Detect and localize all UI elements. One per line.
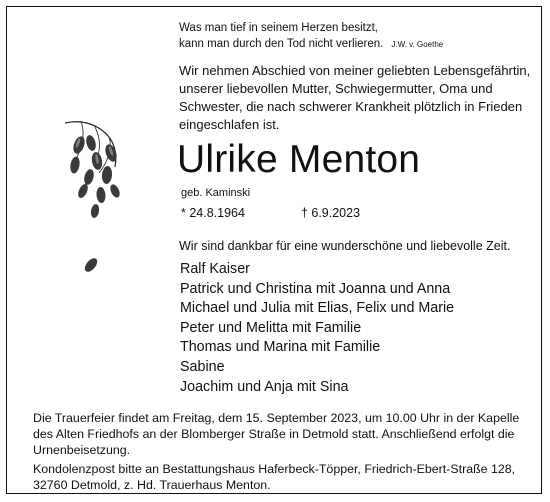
intro-text: Wir nehmen Abschied von meiner geliebten Lebensgefährtin, unserer liebevollen Mutter, Schwiegermutter, Oma und Schwester, die nach schwerer Krankheit plötzlich in Frieden eingeschlafen ist. <box>179 63 531 132</box>
thanks-text: Wir sind dankbar für eine wunderschöne und liebevolle Zeit. <box>179 239 511 253</box>
death-date: † 6.9.2023 <box>300 206 361 220</box>
deceased-name: Ulrike Menton <box>177 138 421 181</box>
mourner-line: Patrick und Christina mit Joanna und Anna <box>180 280 451 297</box>
quote-line: kann man durch den Tod nicht verlieren. J.W. v. Goethe <box>179 38 444 50</box>
mourner-line: Ralf Kaiser <box>180 261 250 277</box>
mourner-line: Michael und Julia mit Elias, Felix und Marie <box>180 300 455 317</box>
mourner-line: Sabine <box>180 358 225 375</box>
mourner-line: Thomas und Marina mit Familie <box>180 339 381 356</box>
quote-block <box>179 20 443 53</box>
birth-date: * 24.8.1964 <box>181 206 245 220</box>
condolence-info: Kondolenzpost bitte an Bestattungshaus Haferbeck-Töpper, Friedrich-Ebert-Straße 128, 32760 Detmold, z. Hd. Trauerhaus Menton. <box>33 462 516 492</box>
life-dates <box>181 206 360 220</box>
leaf-branch-icon <box>61 115 141 280</box>
quote-line: Was man tief in seinem Herzen besitzt, <box>179 22 378 34</box>
mourner-line: Joachim und Anja mit Sina <box>180 378 349 395</box>
obituary-frame <box>6 6 542 494</box>
quote-author: J.W. v. Goethe <box>391 40 444 49</box>
ceremony-info: Die Trauerfeier findet am Freitag, dem 15. September 2023, um 10.00 Uhr in der Kapelle des Alten Friedhofs an der Blomberger Straße in Detmold statt. Anschließend erfolgt die Urnenbeisetzung. <box>33 411 520 457</box>
mourner-line: Peter und Melitta mit Familie <box>180 319 362 336</box>
birth-name: geb. Kaminski <box>181 187 251 199</box>
mourners-list <box>180 260 454 397</box>
